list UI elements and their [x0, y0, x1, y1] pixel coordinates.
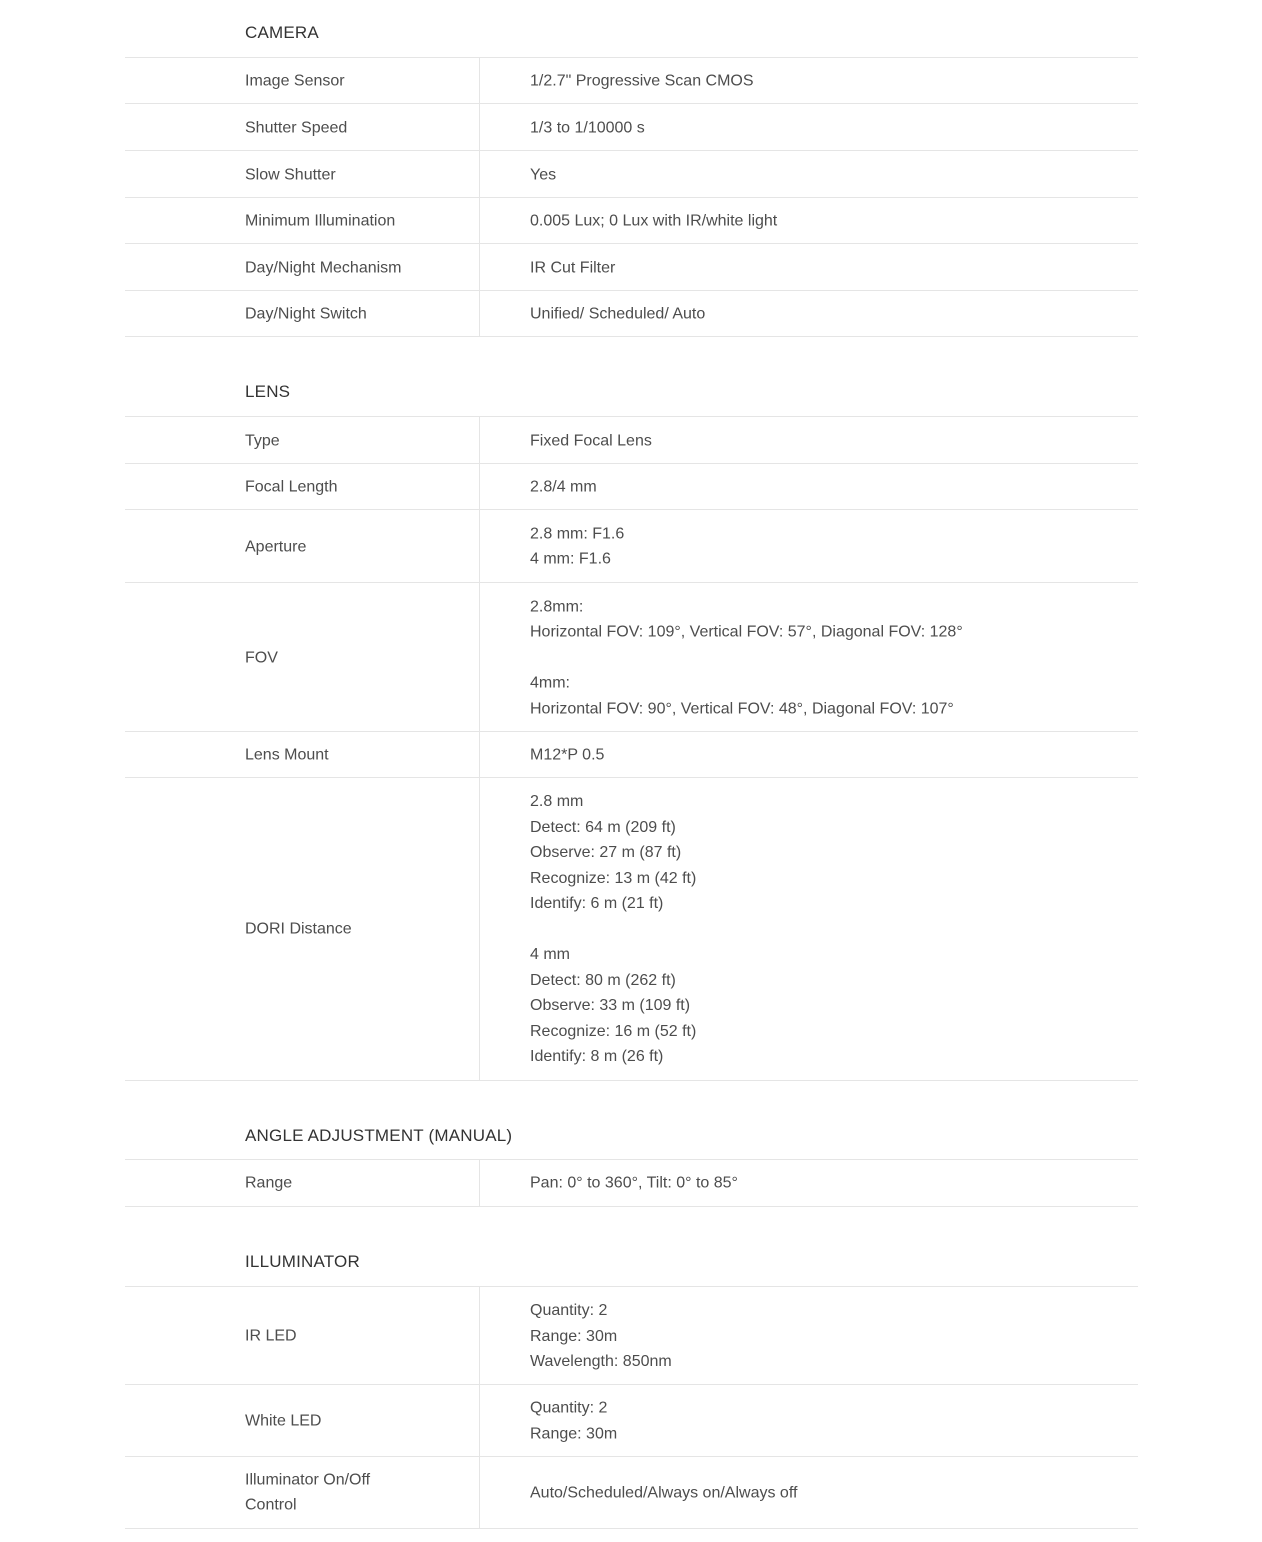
- spec-row-slow-shutter: [125, 150, 1138, 198]
- spec-label: Slow Shutter: [245, 165, 336, 183]
- spec-row-illuminator-control: [125, 1456, 1138, 1529]
- spec-value: Auto/Scheduled/Always on/Always off: [530, 1483, 798, 1501]
- spec-row-dori-distance: [125, 777, 1138, 1081]
- column-divider: [479, 1385, 480, 1457]
- spec-value: Unified/ Scheduled/ Auto: [530, 304, 706, 322]
- spec-value: 1/2.7" Progressive Scan CMOS: [530, 72, 754, 90]
- spec-label: Day/Night Switch: [245, 304, 367, 322]
- column-divider: [479, 198, 480, 244]
- spec-label: DORI Distance: [245, 920, 352, 938]
- section-title: CAMERA: [245, 23, 319, 42]
- spec-label: Minimum Illumination: [245, 212, 396, 230]
- spec-row-minimum-illumination: [125, 197, 1138, 244]
- spec-label: Focal Length: [245, 478, 338, 496]
- column-divider: [479, 778, 480, 1080]
- spec-value: 2.8 mm Detect: 64 m (209 ft) Observe: 27 m (87 ft) Recognize: 13 m (42 ft) Identify: 6 m (21 ft) 4 mm Detect: 80 m (262 ft) Observe: 33 m (109 ft) Recognize: 16 m (52 ft) Identify: 8 m (26 ft): [530, 792, 697, 1065]
- column-divider: [479, 1287, 480, 1385]
- spec-value: 2.8/4 mm: [530, 478, 597, 496]
- spec-value: 2.8 mm: F1.6 4 mm: F1.6: [530, 525, 625, 568]
- section-title: ILLUMINATOR: [245, 1252, 360, 1271]
- spec-label: FOV: [245, 648, 278, 666]
- column-divider: [479, 464, 480, 510]
- spec-row-type: [125, 416, 1138, 464]
- spec-value: Quantity: 2 Range: 30m: [530, 1399, 618, 1442]
- column-divider: [479, 583, 480, 732]
- spec-row-ir-led: [125, 1286, 1138, 1385]
- spec-label: White LED: [245, 1412, 322, 1430]
- spec-label: Shutter Speed: [245, 118, 348, 136]
- column-divider: [479, 1457, 480, 1528]
- column-divider: [479, 291, 480, 336]
- spec-value: 1/3 to 1/10000 s: [530, 118, 645, 136]
- spec-value: Yes: [530, 165, 557, 183]
- spec-value: IR Cut Filter: [530, 258, 616, 276]
- column-divider: [479, 732, 480, 778]
- spec-label: Aperture: [245, 537, 307, 555]
- column-divider: [479, 417, 480, 464]
- spec-label: Day/Night Mechanism: [245, 258, 402, 276]
- spec-row-day-night-mechanism: [125, 243, 1138, 291]
- spec-row-fov: [125, 582, 1138, 732]
- section-title: LENS: [245, 382, 291, 401]
- column-divider: [479, 244, 480, 291]
- spec-value: Quantity: 2 Range: 30m Wavelength: 850nm: [530, 1301, 672, 1370]
- column-divider: [479, 58, 480, 104]
- spec-label: IR LED: [245, 1327, 297, 1345]
- column-divider: [479, 151, 480, 198]
- spec-row-white-led: [125, 1384, 1138, 1457]
- spec-value: 0.005 Lux; 0 Lux with IR/white light: [530, 212, 778, 230]
- spec-value: 2.8mm: Horizontal FOV: 109°, Vertical FOV: 57°, Diagonal FOV: 128° 4mm: Horizontal FOV: 90°, Vertical FOV: 48°, Diagonal FOV: 107°: [530, 597, 963, 717]
- column-divider: [479, 1160, 480, 1206]
- spec-label: Illuminator On/Off Control: [245, 1471, 371, 1514]
- spec-row-image-sensor: [125, 57, 1138, 104]
- spec-row-lens-mount: [125, 731, 1138, 778]
- spec-label: Range: [245, 1174, 293, 1192]
- spec-label: Lens Mount: [245, 746, 329, 764]
- spec-value: M12*P 0.5: [530, 746, 605, 764]
- spec-row-focal-length: [125, 463, 1138, 510]
- spec-value: Fixed Focal Lens: [530, 431, 652, 449]
- spec-row-range: [125, 1159, 1138, 1207]
- spec-value: Pan: 0° to 360°, Tilt: 0° to 85°: [530, 1174, 738, 1192]
- column-divider: [479, 510, 480, 583]
- spec-row-shutter-speed: [125, 103, 1138, 151]
- spec-label: Image Sensor: [245, 72, 345, 90]
- spec-row-day-night-switch: [125, 290, 1138, 337]
- section-title: ANGLE ADJUSTMENT (MANUAL): [245, 1126, 513, 1145]
- spec-row-aperture: [125, 509, 1138, 583]
- spec-label: Type: [245, 431, 280, 449]
- column-divider: [479, 104, 480, 151]
